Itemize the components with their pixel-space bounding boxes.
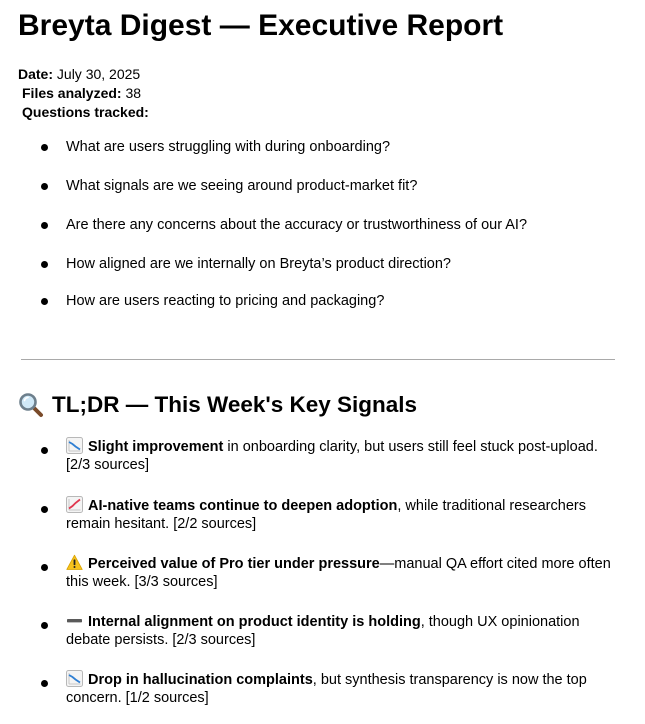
bullet-icon [41,261,48,268]
files-analyzed [22,84,141,102]
chart-decreasing-icon [66,670,83,687]
files-label: Files analyzed: [22,85,122,101]
signal-bold-text: AI-native teams continue to deepen adoption [88,498,398,514]
question-text: How are users reacting to pricing and packaging? [66,293,385,309]
signal-text [66,496,626,533]
signal-text [66,437,626,474]
question-text: What are users struggling with during onboarding? [66,139,391,155]
questions-label: Questions tracked: [22,104,149,120]
tldr-heading-text: TL;DR — This Week's Key Signals [52,392,418,417]
signal-bold-text: Internal alignment on product identity is holding [88,614,421,630]
warning-icon [66,554,83,571]
signal-text [66,670,626,707]
report-title: Breyta Digest — Executive Report [18,9,504,42]
tldr-heading [18,390,417,420]
signal-bold-text: Perceived value of Pro tier under pressure [88,556,380,572]
signal-rest-text: , but synthesis transparency is now the top concern. [1/2 sources] [66,672,587,706]
bullet-icon [41,447,48,454]
signal-bold-text: Slight improvement [88,439,224,455]
bullet-icon [41,680,48,687]
signal-rest-text: , though UX opinionation debate persists. [2/3 sources] [66,614,580,648]
signal-text [66,612,626,649]
signal-rest-text: in onboarding clarity, but users still feel stuck post-upload. [2/3 sources] [66,439,598,473]
report-date [18,65,140,83]
bullet-icon [41,222,48,229]
magnifying-glass-icon [18,392,44,418]
files-value: 38 [125,85,142,101]
questions-tracked [22,103,149,121]
signal-bold-text: Drop in hallucination complaints [88,672,313,688]
bullet-icon [41,622,48,629]
question-text: How aligned are we internally on Breyta’s product direction? [66,256,452,272]
bullet-icon [41,298,48,305]
question-text: Are there any concerns about the accuracy or trustworthiness of our AI? [66,217,528,233]
signal-text [66,554,626,591]
heavy-minus-icon [66,612,83,629]
signal-rest-text: —manual QA effort cited more often this week. [3/3 sources] [66,556,611,590]
date-value: July 30, 2025 [56,66,141,82]
date-label: Date: [18,66,54,82]
bullet-icon [41,506,48,513]
bullet-icon [41,564,48,571]
question-text: What signals are we seeing around product-market fit? [66,178,418,194]
chart-increasing-icon [66,496,83,513]
bullet-icon [41,183,48,190]
section-divider [21,359,615,360]
chart-decreasing-icon [66,437,83,454]
signal-rest-text: , while traditional researchers remain hesitant. [2/2 sources] [66,498,586,532]
bullet-icon [41,144,48,151]
